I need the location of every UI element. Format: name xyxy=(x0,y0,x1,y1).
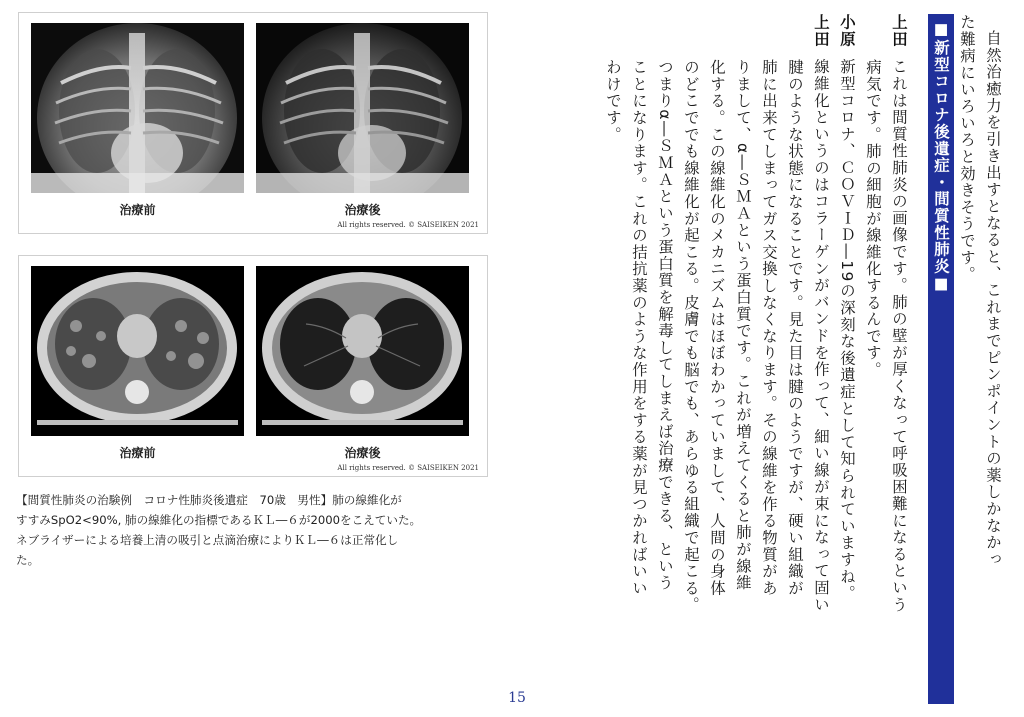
xray-before-label: 治療前 xyxy=(119,203,156,217)
xray-after-label: 治療後 xyxy=(344,203,381,217)
dialogue-line: わけです。 xyxy=(604,58,622,143)
dialogue-ueda-2 xyxy=(808,14,834,704)
ct-before-label: 治療前 xyxy=(119,446,156,460)
dialogue-line: 新型コロナ、ＣＯＶＩＤ―19の深刻な後遺症として知られていますね。 xyxy=(838,58,856,602)
section-heading-text: 新型コロナ後遺症・間質性肺炎 xyxy=(932,39,950,275)
dialogue-line: ことになります。これの拮抗薬のような作用をする薬が見つかればいい xyxy=(630,58,648,597)
figure-caption xyxy=(16,490,494,570)
dialogue-line: 病気です。肺の細胞が線維化するんです。 xyxy=(864,58,882,378)
xray-figure xyxy=(18,12,488,234)
caption-line: 【間質性肺炎の治験例 コロナ性肺炎後遺症 70歳 男性】肺の線維化が xyxy=(16,493,402,507)
page-number: 15 xyxy=(508,690,526,706)
ct-after-label: 治療後 xyxy=(344,446,381,460)
heading-mark: ■ xyxy=(932,20,950,40)
section-heading xyxy=(928,14,954,704)
dialogue-ueda-1 xyxy=(886,14,912,704)
intro-line: た難病にいろいろと効きそうです。 xyxy=(958,14,976,283)
xray-copyright: All rights reserved. © SAISEIKEN 2021 xyxy=(337,221,479,229)
caption-line: た。 xyxy=(16,553,40,567)
ct-before-image xyxy=(31,266,244,436)
dialogue-kohara xyxy=(834,14,860,704)
dialogue-line: 肺に出来てしまってガス交換しなくなります。その線維を作る物質があ xyxy=(760,58,778,597)
speaker-name: 上田 xyxy=(890,14,908,48)
article-body xyxy=(600,14,1006,704)
xray-before-image xyxy=(31,23,244,193)
dialogue-line: つまりα―ＳＭＡという蛋白質を解毒してしまえば治療できる、という xyxy=(656,58,674,591)
dialogue-line: これは間質性肺炎の画像です。肺の壁が厚くなって呼吸困難になるという xyxy=(890,58,908,614)
xray-after-image xyxy=(256,23,469,193)
dialogue-line: 線維化というのはコラーゲンがバンドを作って、細い線が束になって固い xyxy=(812,58,830,614)
dialogue-line: 腱のような状態になることです。見た目は腱のようですが、硬い組織が xyxy=(786,58,804,597)
dialogue-line: りまして、α―ＳＭＡという蛋白質です。これが増えてくると肺が線維 xyxy=(734,58,752,591)
ct-after-image xyxy=(256,266,469,436)
heading-mark: ■ xyxy=(932,274,950,295)
speaker-name: 小原 xyxy=(838,14,856,48)
ct-copyright: All rights reserved. © SAISEIKEN 2021 xyxy=(337,464,479,472)
dialogue-line: 化する。この線維化のメカニズムはほぼわかっていまして、人間の身体 xyxy=(708,58,726,597)
ct-figure xyxy=(18,255,488,477)
speaker-name: 上田 xyxy=(812,14,830,48)
caption-line: すすみSpO2<90%, 肺の線維化の指標であるＫＬ―６が2000をこえていた。 xyxy=(16,513,422,527)
intro-line: 自然治癒力を引き出すとなると、これまでピンポイントの薬しかなかっ xyxy=(984,30,1002,568)
dialogue-line: のどこででも線維化が起こる。皮膚でも脳でも、あらゆる組織で起こる。 xyxy=(682,58,700,614)
caption-line: ネブライザーによる培養上清の吸引と点滴治療によりＫＬ―６は正常化し xyxy=(16,533,399,547)
